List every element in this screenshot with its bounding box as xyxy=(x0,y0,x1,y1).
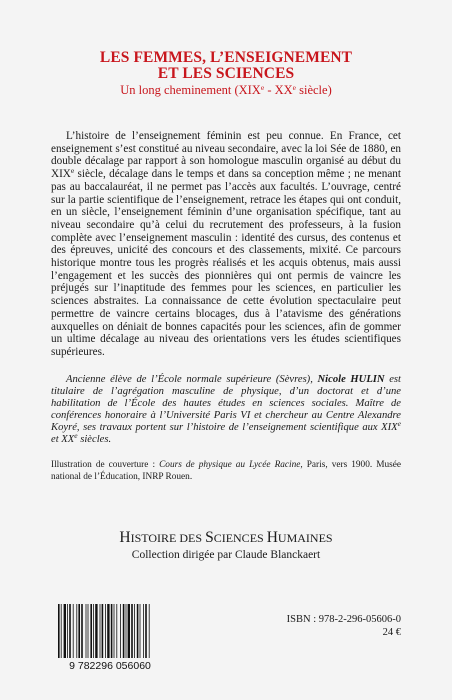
isbn-number: ISBN : 978-2-296-05606-0 xyxy=(286,614,401,625)
barcode-bar xyxy=(100,604,101,658)
summary-text: L’histoire de l’enseignement féminin est peu connue. En France, cet enseignement s’est constitué au niveau secondaire, avec la loi Sée de 1880, en double décalage par rapport à son homologue masculin organisé au début du XIX xyxy=(51,130,401,181)
credit-work: Cours de physique au Lycée Racine xyxy=(159,460,301,470)
book-subtitle xyxy=(0,83,452,98)
barcode-bar xyxy=(81,604,83,658)
barcode-bar xyxy=(137,604,139,658)
bio-sup: e xyxy=(397,419,401,428)
summary-sup: e xyxy=(70,166,75,176)
credit-text: , Paris, vers 1900. Musée national de l’Éducation, INRP Rouen. xyxy=(51,460,402,482)
barcode-bar xyxy=(134,604,135,658)
bio-sup: e xyxy=(74,431,78,440)
barcode-bar xyxy=(143,604,144,658)
bio-text: Ancienne élève de l’École normale supérieure (Sèvres), xyxy=(66,374,318,385)
book-title xyxy=(0,50,452,82)
series-letter: H xyxy=(266,529,278,546)
subtitle-text: - XX xyxy=(264,83,293,97)
series-title xyxy=(0,529,452,547)
barcode-bar xyxy=(131,604,133,658)
barcode-bar xyxy=(105,604,106,658)
subtitle-text: Un long cheminement (XIX xyxy=(120,83,261,97)
barcode-bar xyxy=(76,604,77,658)
author-name: Nicole HULIN xyxy=(317,374,385,385)
series-letter: S xyxy=(205,529,214,546)
barcode-bar xyxy=(126,604,127,658)
barcode-bars xyxy=(58,604,150,658)
barcode-bar xyxy=(107,604,109,658)
series-letter: H xyxy=(119,529,131,546)
barcode-bar xyxy=(86,604,87,658)
barcode-bar xyxy=(149,604,150,658)
barcode-bar xyxy=(67,604,68,658)
cover-credit xyxy=(51,460,401,483)
bio-text: siècles. xyxy=(77,434,112,445)
series-word: UMAINES xyxy=(277,531,333,545)
barcode-bar xyxy=(88,604,89,658)
barcode-bar xyxy=(116,604,117,658)
summary-text: siècle, décalage dans le temps et dans sa conception même ; ne menant pas au baccalauréat, il ne permet pas l’accès aux facultés. L’ouvrage, centré sur la partie scientifique de l’enseignement, retrace les étapes qui ont conduit, en un siècle, l’enseignement féminin d’une organisation spécifique, tant au niveau secondaire qu’à celui du recrutement des professeurs, à la fusion complète avec l’enseignement masculin : identité des cursus, des contenus et des épreuves, unicité des concours et des classements, mixité. Ce parcours historique montre tous les progrès réalisés et les acquis obtenus, mais aussi l’engagement et les succès des pionnières qui ont permis de vaincre les préjugés sur l’inaptitude des femmes pour les sciences, en particulier les sciences abstraites. La connaissance de cette évolution spectaculaire peut permettre de vaincre certains blocages, dus à l’atavisme des générations auxquelles on déniait de bonnes capacités pour les sciences, afin de gommer un ultime décalage au niveau des orientations vers les études scientifiques supérieures. xyxy=(51,168,401,358)
subtitle-sup: e xyxy=(260,83,265,92)
series-word: ISTOIRE DES xyxy=(130,531,206,545)
title-line-2: ET LES SCIENCES xyxy=(157,65,295,82)
barcode-bar xyxy=(128,604,130,658)
barcode-bar xyxy=(69,604,71,658)
barcode-bar xyxy=(73,604,74,658)
barcode-bar xyxy=(64,604,66,658)
title-line-1: LES FEMMES, L’ENSEIGNEMENT xyxy=(99,49,353,66)
subtitle-text: siècle) xyxy=(296,83,332,97)
barcode-bar xyxy=(102,604,104,658)
barcode-bar xyxy=(123,604,125,658)
barcode-bar xyxy=(58,604,60,658)
barcode-bar xyxy=(120,604,121,658)
barcode-bar xyxy=(93,604,94,658)
barcode-bar xyxy=(78,604,80,658)
subtitle-sup: e xyxy=(292,83,296,92)
barcode xyxy=(50,602,170,672)
series-word: CIENCES xyxy=(213,531,267,545)
barcode-bar xyxy=(111,604,113,658)
bio-text: est titulaire de l’agrégation masculine de physique, d’un doctorat et d’une habilitation de l’École des hautes études en sciences sociales. Maître de conférences honoraire à l’Université Paris VI et chercheur au Centre Alexandre Koyré, ses travaux portent sur l’histoire de l’enseignement scientifique aux XIX xyxy=(51,374,401,433)
barcode-bar xyxy=(145,604,147,658)
bio-text: et XX xyxy=(51,434,75,445)
barcode-bar xyxy=(95,604,97,658)
price: 24 € xyxy=(382,627,401,638)
collection-editor: Collection dirigée par Claude Blanckaert xyxy=(131,549,321,561)
isbn-block xyxy=(287,613,401,639)
barcode-digits: 9 782296 056060 xyxy=(69,660,151,672)
barcode-bar xyxy=(114,604,115,658)
summary-paragraph xyxy=(51,130,401,359)
author-bio xyxy=(51,374,401,446)
barcode-bar xyxy=(61,604,62,658)
barcode-bar xyxy=(90,604,92,658)
barcode-bar xyxy=(140,604,141,658)
credit-text: Illustration de couverture : xyxy=(51,460,160,470)
